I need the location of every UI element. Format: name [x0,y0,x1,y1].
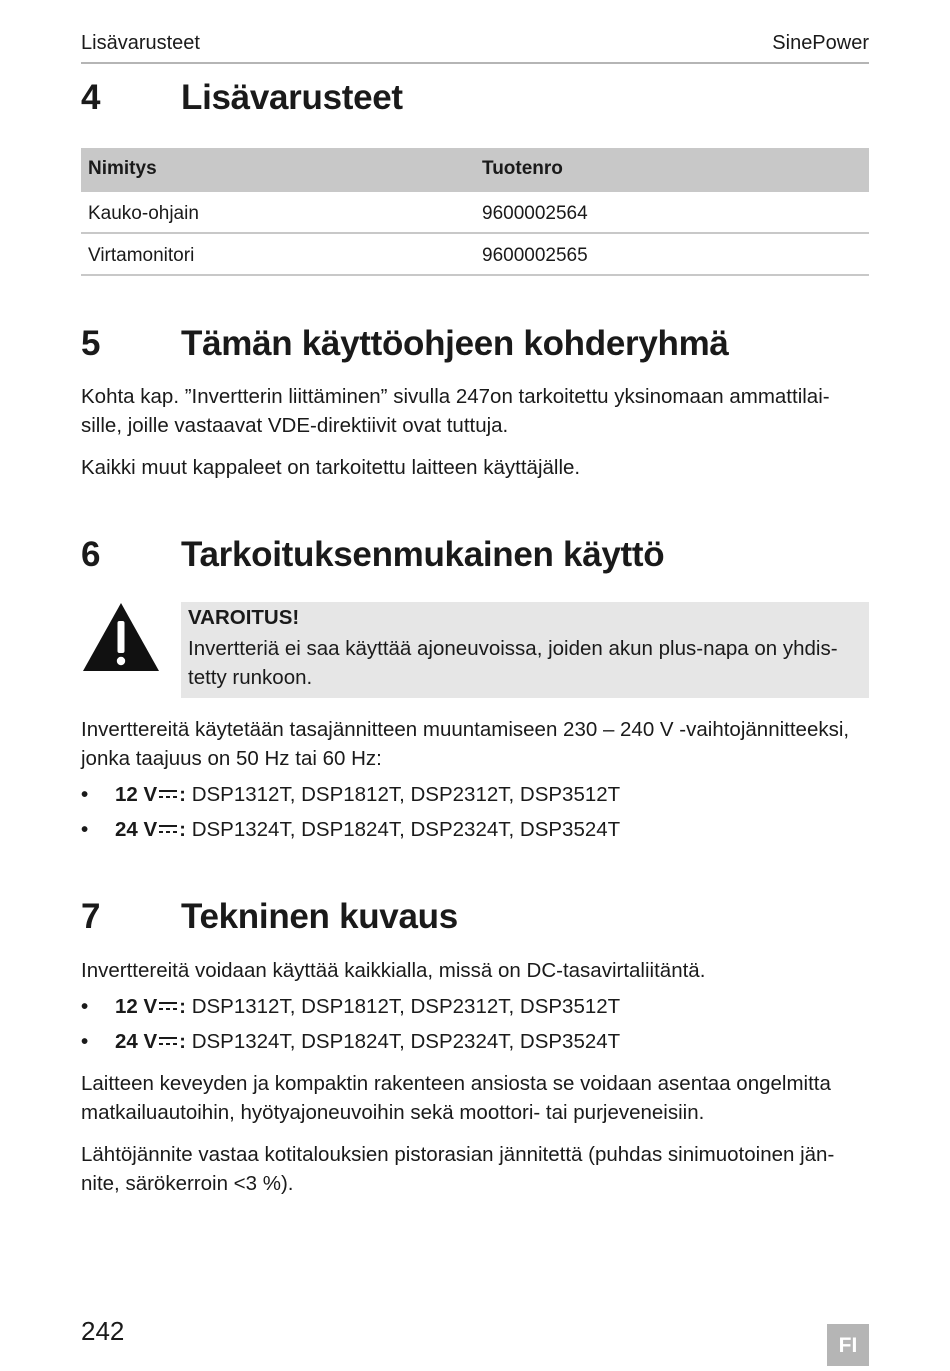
text-line: Laitteen keveyden ja kompaktin rakenteen ansiosta se voidaan asentaa ongelmitta [81,1072,831,1095]
warning-text [188,634,858,692]
header-left: Lisävarusteet [81,32,200,54]
table-cell: Virtamonitori [88,245,195,266]
table-row [81,234,869,276]
text-line: Lähtöjännite vastaa kotitalouksien pistorasian jännitettä (puhdas sinimuotoinen jän- [81,1143,835,1166]
page-header [81,32,869,64]
section-number: 6 [81,535,101,574]
voltage-label: 24 V [115,1030,158,1053]
section-number: 7 [81,897,101,936]
table-header-row [81,148,869,192]
dc-symbol-icon [158,1000,178,1012]
section-4-heading [81,78,403,118]
bullet-icon: • [81,783,89,806]
language-badge: FI [827,1324,869,1366]
table-row [81,192,869,234]
bullet-icon: • [81,818,89,841]
voltage-label: 24 V [115,818,158,841]
bullet-icon: • [81,1030,89,1053]
table-cell: 9600002565 [482,245,588,266]
dc-symbol-icon [158,823,178,835]
section-5-heading [81,324,729,364]
warning-box [181,602,869,698]
paragraph: Inverttereitä voidaan käyttää kaikkialla, missä on DC-tasavirtaliitäntä. [81,959,706,982]
text-line: tetty runkoon. [188,666,313,689]
header-right: SinePower [772,32,869,54]
text-line: Invertteriä ei saa käyttää ajoneuvoissa, joiden akun plus-napa on yhdis- [188,637,838,660]
accessories-table [81,148,869,276]
paragraph [81,1140,871,1198]
model-list: DSP1324T, DSP1824T, DSP2324T, DSP3524T [186,1030,621,1053]
table-cell: 9600002564 [482,203,588,224]
table-cell: Kauko-ohjain [88,203,199,224]
paragraph [81,382,871,440]
voltage-label: 12 V [115,995,158,1018]
section-6-heading [81,535,664,575]
model-list: DSP1312T, DSP1812T, DSP2312T, DSP3512T [186,783,621,806]
column-header: Nimitys [88,158,157,179]
bullet-icon: • [81,995,89,1018]
text-line: matkailuautoihin, hyötyajoneuvoihin sekä moottori- tai purjeveneisiin. [81,1101,705,1124]
text-line: sille, joille vastaavat VDE-direktiivit ovat tuttuja. [81,414,509,437]
dc-symbol-icon [158,1035,178,1047]
warning-triangle-icon [81,601,161,673]
section-title: Tekninen kuvaus [181,897,458,936]
section-title: Lisävarusteet [181,78,403,117]
page-number: 242 [81,1316,125,1346]
paragraph [81,715,871,773]
section-title: Tarkoituksenmukainen käyttö [181,535,665,574]
section-number: 4 [81,78,101,117]
text-line: jonka taajuus on 50 Hz tai 60 Hz: [81,747,382,770]
model-list: DSP1324T, DSP1824T, DSP2324T, DSP3524T [186,818,621,841]
section-title: Tämän käyttöohjeen kohderyhmä [181,324,729,363]
colon: : [179,1030,186,1053]
colon: : [179,818,186,841]
text-line: Kohta kap. ”Invertterin liittäminen” sivulla 247on tarkoitettu yksinomaan ammattilai- [81,385,830,408]
model-list: DSP1312T, DSP1812T, DSP2312T, DSP3512T [186,995,621,1018]
voltage-label: 12 V [115,783,158,806]
dc-symbol-icon [158,788,178,800]
section-7-heading [81,897,458,937]
section-number: 5 [81,324,101,363]
warning-title: VAROITUS! [188,606,300,629]
column-header: Tuotenro [482,158,563,179]
colon: : [179,783,186,806]
text-line: Inverttereitä käytetään tasajännitteen muuntamiseen 230 – 240 V -vaihtojännitteeksi, [81,718,850,741]
colon: : [179,995,186,1018]
paragraph [81,1069,871,1127]
text-line: nite, särökerroin <3 %). [81,1172,294,1195]
paragraph: Kaikki muut kappaleet on tarkoitettu laitteen käyttäjälle. [81,456,581,479]
